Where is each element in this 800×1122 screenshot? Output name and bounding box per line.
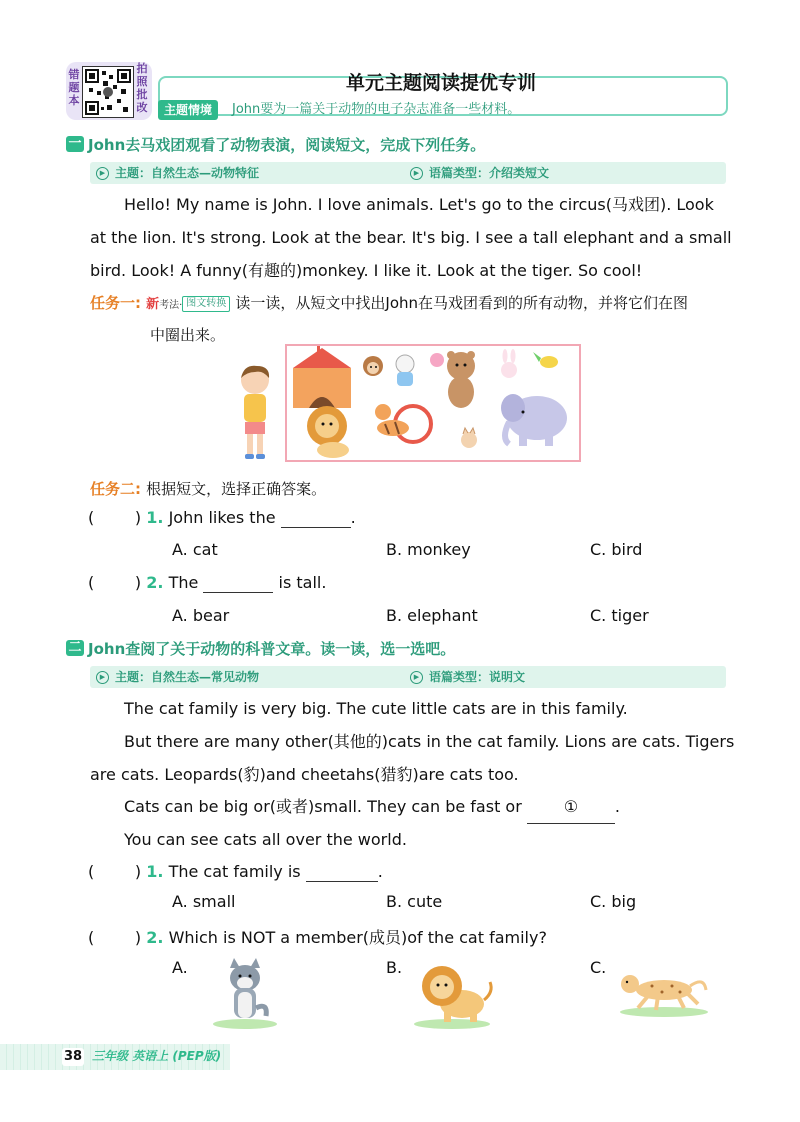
- section1-number-icon: 一: [66, 136, 84, 152]
- s2-para-line3: are cats. Leopards(豹)and cheetahs(猎豹)are cats too.: [90, 765, 519, 784]
- s1-q1-option-b[interactable]: B. monkey: [386, 540, 471, 559]
- s1-q2-number: 2.: [146, 573, 164, 592]
- s1-question-2: [88, 573, 326, 593]
- play-icon: ▶: [96, 671, 109, 684]
- ball-icon: [430, 353, 444, 367]
- task1-text: 读一读，从短文中找出John在马戏团看到的所有动物，并将它们在图: [235, 294, 689, 312]
- section2-heading: John查阅了关于动物的科普文章。读一读，选一选吧。: [88, 640, 456, 658]
- section1-topic-text: 主题：自然生态—动物特征: [115, 166, 260, 180]
- s2-para-line5: You can see cats all over the world.: [124, 830, 407, 849]
- s1-q1-option-a[interactable]: A. cat: [172, 540, 218, 559]
- bird-icon: [533, 352, 558, 368]
- s1-q2-option-b[interactable]: B. elephant: [386, 606, 478, 625]
- task2-line: [90, 478, 326, 499]
- s2-q1-option-b[interactable]: B. cute: [386, 892, 443, 911]
- s2-q2-text: Which is NOT a member(成员)of the cat family?: [168, 928, 547, 947]
- s2-para-line1: The cat family is very big. The cute little cats are in this family.: [124, 699, 628, 718]
- tiger-hoop-icon: [375, 404, 431, 442]
- s2-q1-text: The cat family is: [168, 862, 301, 881]
- s2-q1-number: 1.: [146, 862, 164, 881]
- monkey-icon: [363, 356, 383, 376]
- play-icon: ▶: [410, 167, 423, 180]
- play-icon: ▶: [96, 167, 109, 180]
- blank-1[interactable]: ①: [527, 790, 615, 824]
- section1-topic: [96, 162, 259, 184]
- boy-illustration: [230, 362, 280, 466]
- s1-para-line3: bird. Look! A funny(有趣的)monkey. I like it. Look at the tiger. So cool!: [90, 261, 643, 280]
- s1-q1-number: 1.: [146, 508, 164, 527]
- theme-label: 主题情境: [158, 100, 218, 120]
- task1-badge: 图文转换: [182, 296, 230, 312]
- task1-text-cont: 中圈出来。: [150, 326, 226, 344]
- s2-q2-option-a[interactable]: A.: [172, 958, 188, 977]
- section1-heading: John去马戏团观看了动物表演，阅读短文，完成下列任务。: [88, 136, 486, 154]
- s1-q2-post: is tall.: [278, 573, 327, 592]
- section1-genre: [410, 162, 549, 184]
- s2-q2-option-c[interactable]: C.: [590, 958, 607, 977]
- theme-text: John要为一篇关于动物的电子杂志准备一些材料。: [232, 102, 521, 117]
- cat-icon: [461, 428, 477, 448]
- s1-q1-option-c[interactable]: C. bird: [590, 540, 643, 559]
- section2-topic-text: 主题：自然生态—常见动物: [115, 670, 260, 684]
- s2-question-2: [88, 925, 547, 948]
- qr-code-icon[interactable]: [82, 66, 134, 118]
- page-title: 单元主题阅读提优专训: [345, 72, 536, 94]
- section2-number-icon: 二: [66, 640, 84, 656]
- rabbit-icon: [501, 349, 517, 378]
- section1-genre-text: 语篇类型：介绍类短文: [429, 166, 550, 180]
- answer-bracket[interactable]: ( ): [88, 862, 142, 881]
- qr-side-right: 拍照批改: [136, 62, 148, 114]
- s1-q1-text: John likes the: [168, 508, 276, 527]
- s1-q2-pre: The: [168, 573, 199, 592]
- section2-genre-text: 语篇类型：说明文: [429, 670, 526, 684]
- task1-badge-pre: 考法·: [159, 300, 183, 311]
- s2-para-line2: But there are many other(其他的)cats in the cat family. Lions are cats. Tigers: [124, 732, 735, 751]
- lion-picture[interactable]: [408, 958, 496, 1034]
- s2-para-line4-text: Cats can be big or(或者)small. They can be fast or: [124, 797, 522, 816]
- s2-q1-option-a[interactable]: A. small: [172, 892, 236, 911]
- section2-genre: [410, 666, 525, 688]
- s2-question-1: ( ) 1. The cat family is .: [88, 862, 383, 881]
- cheetah-picture[interactable]: [612, 962, 710, 1024]
- s1-q2-option-c[interactable]: C. tiger: [590, 606, 649, 625]
- husky-dog-picture[interactable]: [210, 958, 280, 1034]
- s2-para-line4: Cats can be big or(或者)small. They can be fast or ① .: [124, 790, 620, 824]
- answer-blank[interactable]: [203, 573, 273, 593]
- footer-brand: 三年级 英语上 (PEP版): [92, 1049, 222, 1063]
- answer-blank[interactable]: [306, 862, 378, 882]
- s1-question-1: ( ) 1. John likes the .: [88, 508, 356, 527]
- answer-bracket[interactable]: ( ): [88, 928, 142, 947]
- s2-q1-option-c[interactable]: C. big: [590, 892, 637, 911]
- task1-label: 任务一:: [90, 294, 141, 312]
- s2-q2-number: 2.: [146, 928, 164, 947]
- new-badge: 新: [146, 297, 160, 312]
- circus-tent-icon: [293, 346, 351, 408]
- play-icon: ▶: [410, 671, 423, 684]
- section2-topic: [96, 666, 259, 688]
- task1-line: [90, 292, 688, 313]
- qr-side-left: 错题本: [68, 68, 80, 107]
- elephant-icon: [501, 394, 567, 446]
- s2-q2-option-b[interactable]: B.: [386, 958, 403, 977]
- s1-q2-option-a[interactable]: A. bear: [172, 606, 230, 625]
- s1-para-line2: at the lion. It's strong. Look at the bear. It's big. I see a tall elephant and a small: [90, 228, 732, 247]
- bear-icon: [447, 351, 475, 408]
- answer-bracket[interactable]: ( ): [88, 508, 142, 527]
- answer-blank[interactable]: [281, 508, 351, 528]
- circus-animals-picture[interactable]: [285, 344, 581, 462]
- task2-label: 任务二:: [90, 480, 141, 498]
- lion-icon: [307, 406, 349, 458]
- task2-text: 根据短文，选择正确答案。: [146, 480, 327, 498]
- s1-para-line1: Hello! My name is John. I love animals. Let's go to the circus(马戏团). Look: [124, 195, 714, 214]
- dog-icon: [396, 355, 414, 386]
- page-number: 38: [63, 1049, 83, 1064]
- answer-bracket[interactable]: ( ): [88, 573, 142, 592]
